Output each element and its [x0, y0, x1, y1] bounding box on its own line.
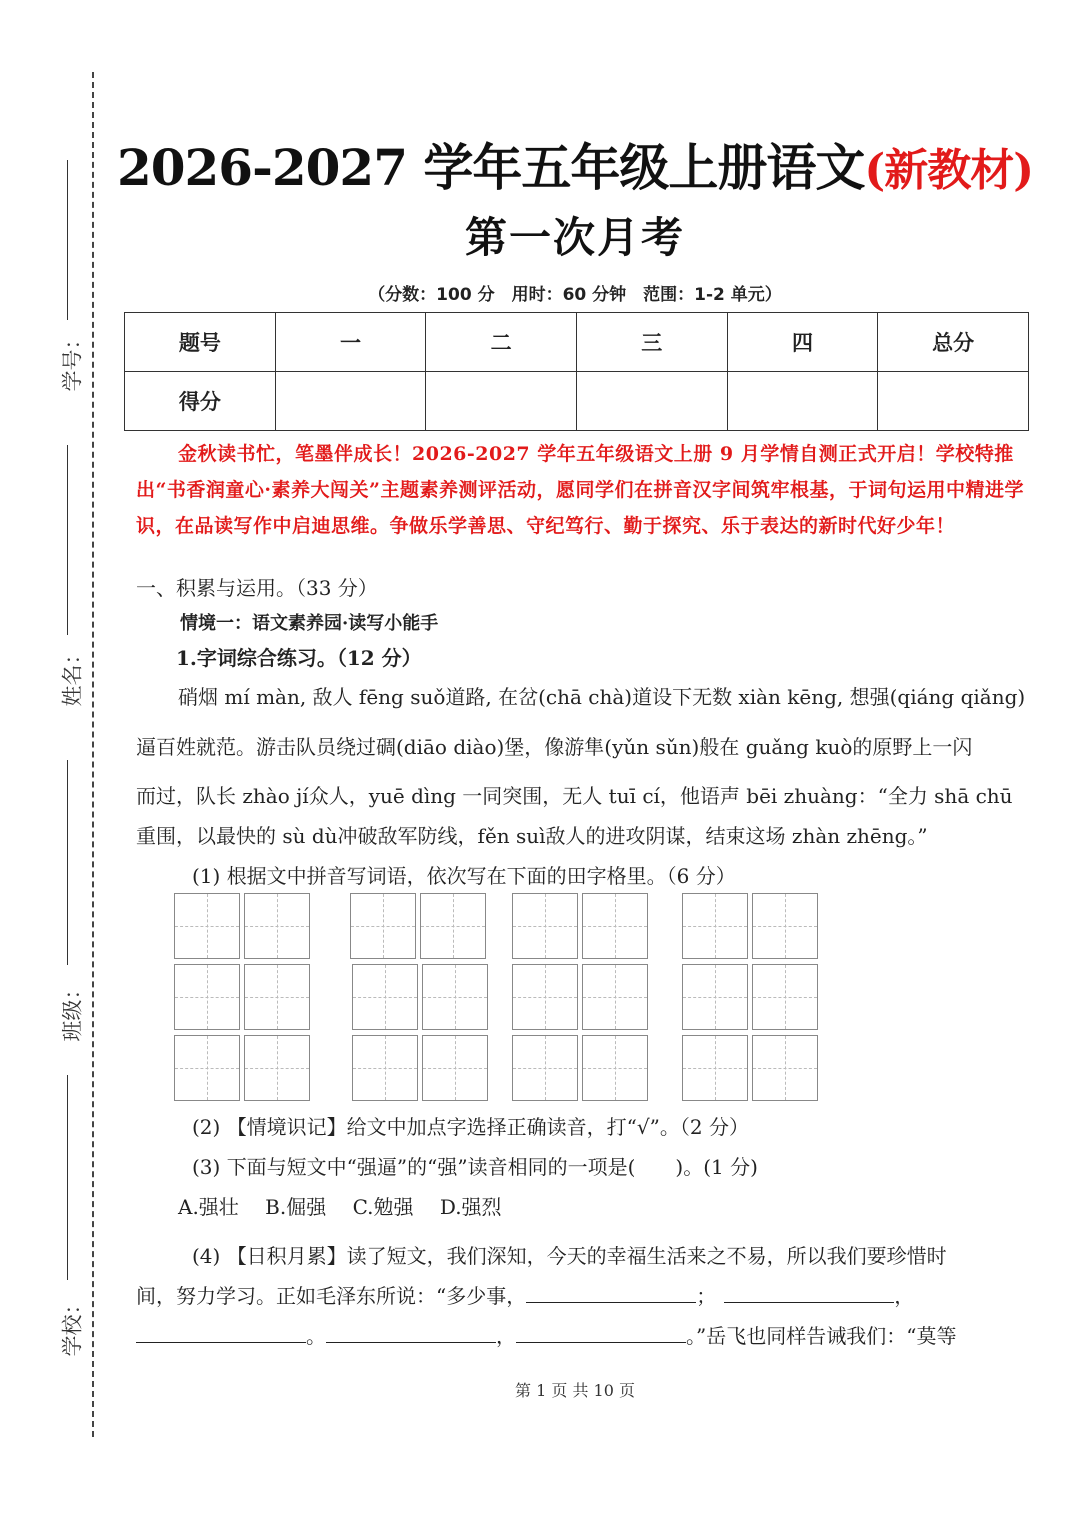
score-cell[interactable]: [275, 372, 426, 431]
writing-box[interactable]: [682, 1035, 748, 1101]
blank-separator: ，: [894, 1284, 915, 1308]
writing-box[interactable]: [352, 964, 418, 1030]
writing-box[interactable]: [422, 964, 488, 1030]
writing-box[interactable]: [682, 893, 748, 959]
school-label: 学校：: [60, 1293, 85, 1357]
question-title: 1.字词综合练习。（12 分）: [176, 646, 422, 670]
writing-box[interactable]: [244, 1035, 310, 1101]
writing-box[interactable]: [352, 1035, 418, 1101]
score-header-cell: 总分: [878, 313, 1029, 372]
answer-options: A.强壮 B.倔强 C.勉强 D.强烈: [178, 1195, 502, 1219]
writing-box[interactable]: [174, 964, 240, 1030]
binding-margin-line: [92, 72, 94, 1437]
name-line: [67, 445, 68, 635]
context-heading: 情境一：语文素养园·读写小能手: [180, 613, 439, 634]
sub-question-4-tail: 。”岳飞也同样告诫我们：“莫等: [686, 1324, 957, 1348]
writing-box[interactable]: [174, 1035, 240, 1101]
score-table-score-row: [125, 372, 1029, 431]
fill-blank[interactable]: [136, 1324, 306, 1343]
writing-box[interactable]: [420, 893, 486, 959]
exam-info: （分数：100 分 用时：60 分钟 范围：1-2 单元）: [368, 285, 782, 305]
section-heading: 一、积累与运用。（33 分）: [136, 576, 378, 600]
sub-question-3: (3) 下面与短文中“强逼”的“强”读音相同的一项是( )。(1 分): [192, 1155, 758, 1179]
writing-box[interactable]: [244, 964, 310, 1030]
score-cell[interactable]: [426, 372, 577, 431]
school-line: [67, 1075, 68, 1280]
sub-question-2: (2) 【情境识记】给文中加点字选择正确读音，打“√”。（2 分）: [192, 1115, 749, 1139]
title-main: 2026-2027 学年五年级上册语文: [116, 138, 865, 197]
writing-box[interactable]: [582, 1035, 648, 1101]
score-header-cell: 一: [275, 313, 426, 372]
sub-question-4-text: 间，努力学习。正如毛泽东所说：“多少事，: [136, 1284, 527, 1308]
score-table: [124, 312, 1029, 431]
writing-box[interactable]: [512, 893, 578, 959]
writing-box[interactable]: [752, 1035, 818, 1101]
name-label: 姓名：: [60, 643, 85, 707]
writing-box[interactable]: [582, 964, 648, 1030]
sub-question-4: (4) 【日积月累】读了短文，我们深知，今天的幸福生活来之不易，所以我们要珍惜时: [192, 1244, 947, 1268]
writing-box[interactable]: [512, 964, 578, 1030]
class-label: 班级：: [60, 978, 85, 1042]
score-header-cell: 题号: [125, 313, 276, 372]
sub-question-4-line3: [136, 1320, 956, 1349]
intro-notice: 金秋读书忙，笔墨伴成长！2026-2027 学年五年级语文上册 9 月学情自测正式开启！学校特推出“书香润童心·素养大闯关”主题素养测评活动，愿同学们在拼音汉字间筑牢根基，于词句运用中精进学识，在品读写作中启迪思维。争做乐学善思、守纪笃行、勤于探究、乐于表达的新时代好少年！: [136, 443, 1024, 537]
blank-separator: ，: [496, 1324, 516, 1348]
writing-box[interactable]: [174, 893, 240, 959]
sub-question-1: (1) 根据文中拼音写词语，依次写在下面的田字格里。（6 分）: [192, 864, 736, 888]
writing-box[interactable]: [682, 964, 748, 1030]
blank-separator: 。: [306, 1324, 326, 1348]
score-row-label: 得分: [125, 372, 276, 431]
writing-box[interactable]: [244, 893, 310, 959]
score-table-header-row: [125, 313, 1029, 372]
fill-blank[interactable]: [724, 1284, 894, 1303]
writing-box[interactable]: [752, 893, 818, 959]
writing-box[interactable]: [350, 893, 416, 959]
score-header-cell: 二: [426, 313, 577, 372]
student-no-label: 学号：: [60, 328, 85, 392]
passage-line: 逼百姓就范。游击队员绕过碉(diāo diào)堡，像游隼(yǔn sǔn)般在 guǎng kuò的原野上一闪: [136, 735, 973, 759]
writing-box[interactable]: [422, 1035, 488, 1101]
writing-box[interactable]: [512, 1035, 578, 1101]
page-subtitle: 第一次月考: [464, 213, 685, 262]
passage-line: 硝烟 mí màn, 敌人 fēng suǒ道路, 在岔(chā chà)道设下无数 xiàn kēng, 想强(qiáng qiǎng): [178, 685, 1026, 709]
score-cell[interactable]: [878, 372, 1029, 431]
score-cell[interactable]: [727, 372, 878, 431]
score-header-cell: 三: [576, 313, 727, 372]
sub-question-4-line2: [136, 1280, 914, 1309]
blank-separator: ；: [696, 1284, 717, 1308]
score-header-cell: 四: [727, 313, 878, 372]
writing-box[interactable]: [752, 964, 818, 1030]
fill-blank[interactable]: [326, 1324, 496, 1343]
passage-line: 而过，队长 zhào jí众人，yuē dìng 一同突围，无人 tuī cí，他语声 bēi zhuàng：“全力 shā chū: [136, 784, 1013, 808]
fill-blank[interactable]: [516, 1324, 686, 1343]
score-cell[interactable]: [576, 372, 727, 431]
page-footer: 第 1 页 共 10 页: [515, 1381, 635, 1400]
fill-blank[interactable]: [526, 1284, 696, 1303]
class-line: [67, 760, 68, 965]
title-tag: (新教材): [864, 145, 1034, 196]
writing-box[interactable]: [582, 893, 648, 959]
page-title: [0, 128, 1080, 200]
passage-line: 重围，以最快的 sù dù冲破敌军防线，fěn suì敌人的进攻阴谋，结束这场 zhàn zhēng。”: [136, 824, 928, 848]
